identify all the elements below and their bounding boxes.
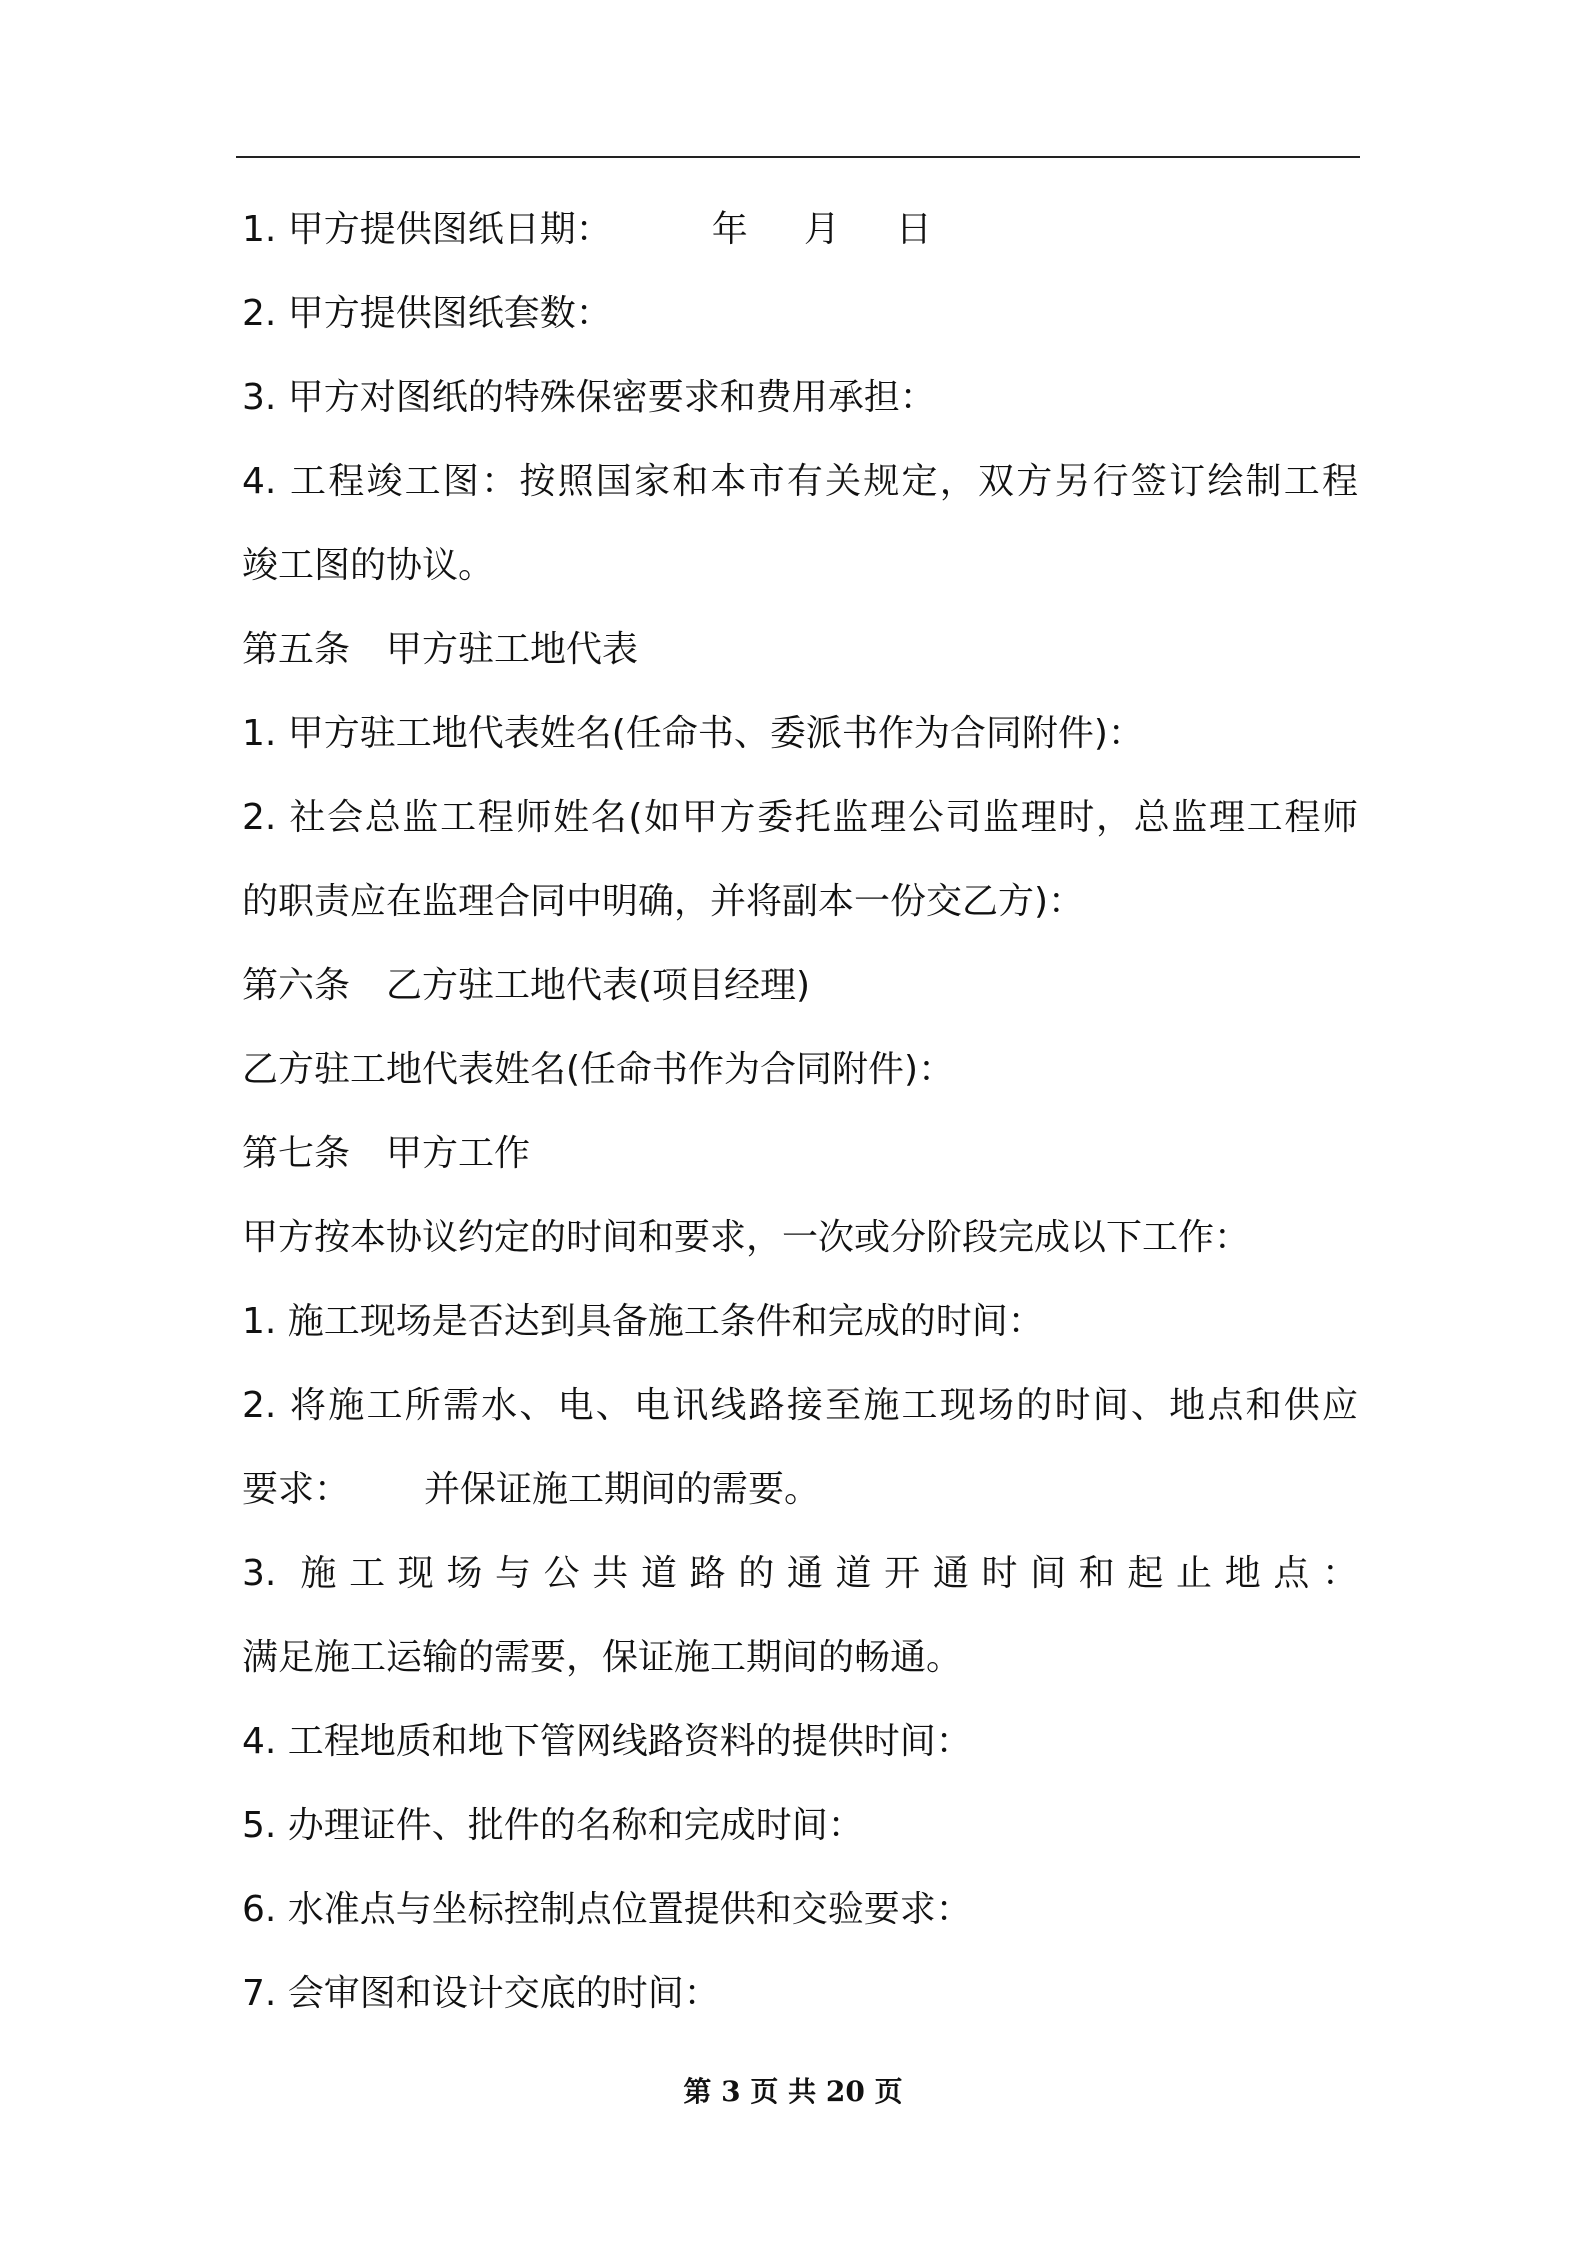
item-survey-points: 6. 水准点与坐标控制点位置提供和交验要求： [242, 1889, 972, 1930]
drawing-date-label: 1. 甲方提供图纸日期： [242, 209, 612, 250]
item-party-a-rep: 1. 甲方驻工地代表姓名(任命书、委派书作为合同附件)： [242, 713, 1144, 754]
item-geology-data: 4. 工程地质和地下管网线路资料的提供时间： [242, 1721, 972, 1762]
current-page-number: 3 [721, 2075, 741, 2108]
article-6-heading: 第六条 乙方驻工地代表(项目经理) [242, 965, 811, 1006]
item-road-access-cont: 满足施工运输的需要，保证施工期间的畅通。 [242, 1637, 963, 1678]
item-party-b-rep: 乙方驻工地代表姓名(任命书作为合同附件)： [242, 1049, 955, 1090]
item-as-built-drawing-cont: 竣工图的协议。 [242, 545, 495, 586]
footer-middle: 页 共 [750, 2075, 817, 2108]
item-drawing-date [242, 206, 932, 254]
item-road-access: 3. 施工现场与公共道路的通道开通时间和起止地点： [242, 1553, 1358, 1594]
year-label: 年 [711, 209, 748, 250]
item-chief-supervisor: 2. 社会总监工程师姓名(如甲方委托监理公司监理时，总监理工程师 [242, 797, 1358, 838]
utilities-requirement-text: 并保证施工期间的需要。 [424, 1469, 821, 1510]
item-design-review: 7. 会审图和设计交底的时间： [242, 1973, 720, 2014]
item-drawing-secrecy: 3. 甲方对图纸的特殊保密要求和费用承担： [242, 377, 936, 418]
footer-suffix: 页 [874, 2075, 903, 2108]
header-rule [236, 156, 1360, 158]
article-7-intro: 甲方按本协议约定的时间和要求，一次或分阶段完成以下工作： [242, 1217, 1251, 1258]
item-permits: 5. 办理证件、批件的名称和完成时间： [242, 1805, 864, 1846]
item-utilities-cont [242, 1466, 820, 1514]
day-label: 日 [895, 209, 932, 250]
article-5-heading: 第五条 甲方驻工地代表 [242, 629, 639, 670]
item-utilities: 2. 将施工所需水、电、电讯线路接至施工现场的时间、地点和供应 [242, 1385, 1358, 1426]
footer-prefix: 第 [683, 2075, 712, 2108]
month-label: 月 [803, 209, 840, 250]
item-site-conditions: 1. 施工现场是否达到具备施工条件和完成的时间： [242, 1301, 1044, 1342]
page-number-footer [0, 2072, 1586, 2112]
article-7-heading: 第七条 甲方工作 [242, 1133, 531, 1174]
item-drawing-sets: 2. 甲方提供图纸套数： [242, 293, 612, 334]
utilities-requirement-label: 要求： [242, 1469, 351, 1510]
total-page-count: 20 [825, 2075, 865, 2108]
item-chief-supervisor-cont: 的职责应在监理合同中明确，并将副本一份交乙方)： [242, 881, 1085, 922]
item-as-built-drawing: 4. 工程竣工图：按照国家和本市有关规定，双方另行签订绘制工程 [242, 461, 1358, 502]
